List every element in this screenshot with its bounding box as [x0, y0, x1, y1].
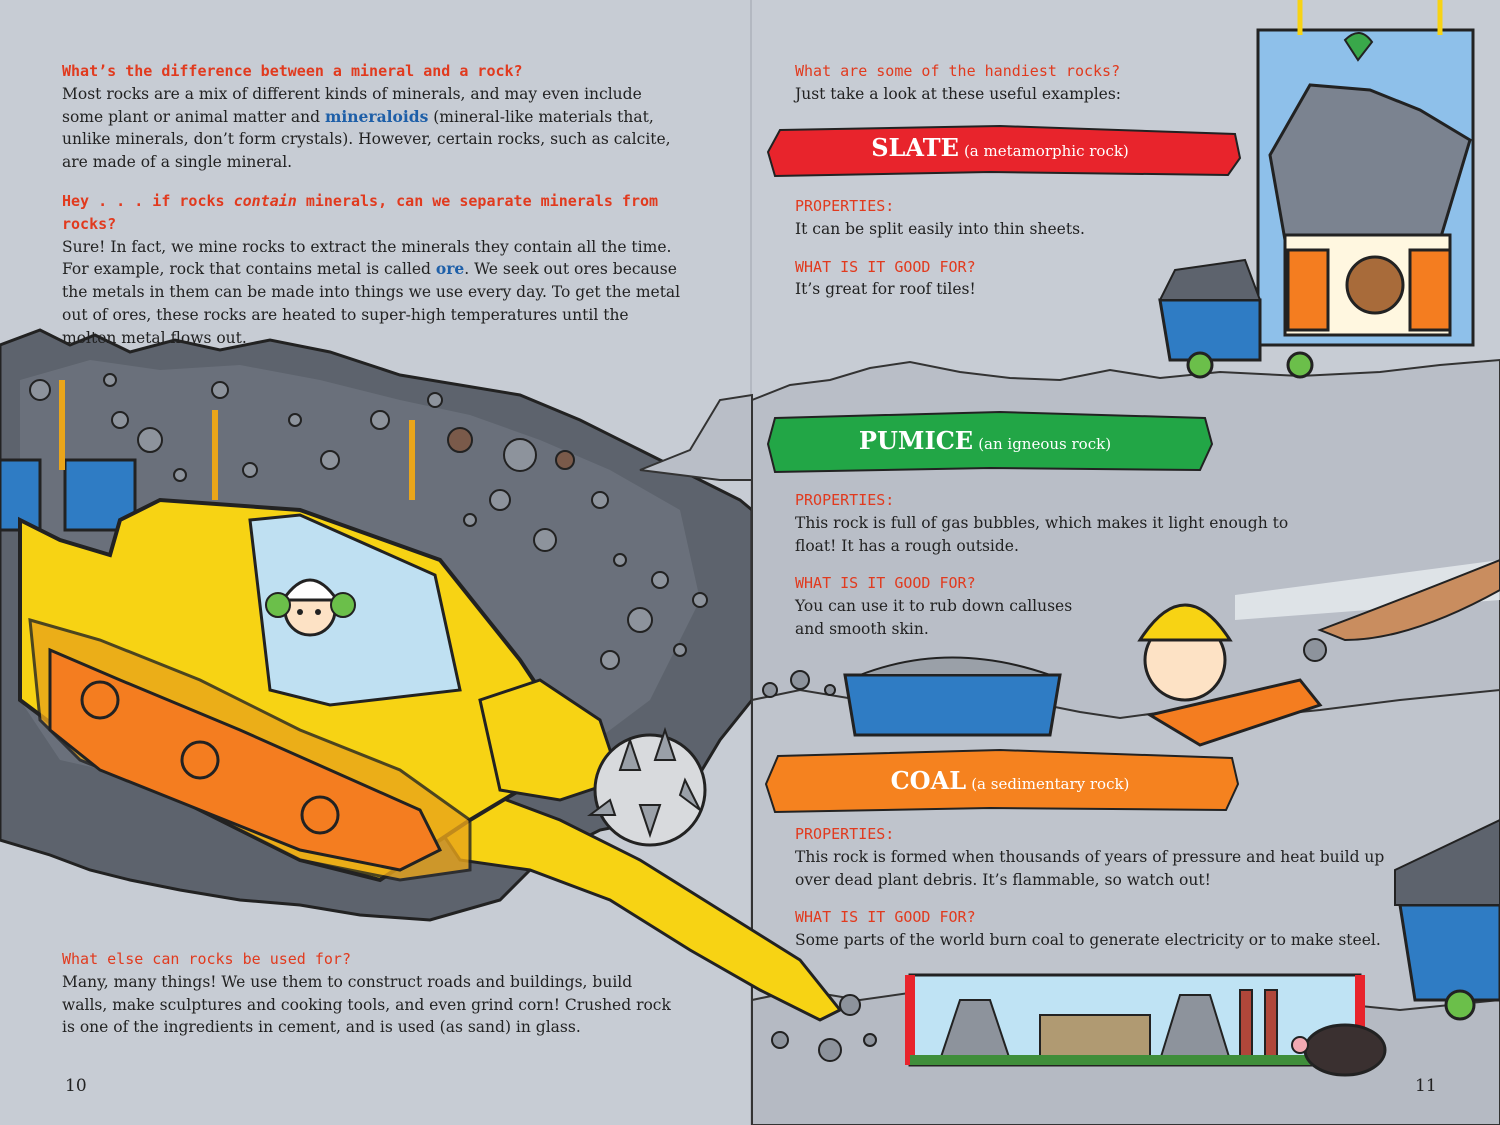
intro-text: Just take a look at these useful examples:	[795, 84, 1122, 103]
coal-good-for: Some parts of the world burn coal to generate electricity or to make steel.	[795, 931, 1381, 950]
term-mineraloids: mineraloids	[325, 106, 429, 126]
slate-banner	[780, 133, 1220, 162]
intro-block	[795, 60, 1215, 106]
coal-properties-label: PROPERTIES:	[795, 825, 895, 843]
pumice-good-for-label: WHAT IS IT GOOD FOR?	[795, 574, 976, 593]
coal-properties: This rock is formed when thousands of years of pressure and heat build up over dead plant debris. It’s flammable, so watch out!	[795, 847, 1385, 889]
pumice-kind: (an igneous rock)	[978, 435, 1112, 453]
q1-text-part1: Most rocks are a mix of different kinds of minerals, and may even include some plant or animal matter and	[62, 84, 642, 126]
q1-text	[62, 83, 682, 174]
q3-block	[62, 948, 682, 1039]
q1-block	[62, 60, 682, 174]
q3-text: Many, many things! We use them to construct roads and buildings, build walls, make sculptures and cooking tools, and even grind corn! Crushed rock is one of the ingredients in cement, and is used (as sand) in glass.	[62, 972, 671, 1037]
q2-text-part1: Sure! In fact, we mine rocks to extract the minerals they contain all the time. For example, rock that contains metal is called	[62, 237, 672, 279]
pumice-properties: This rock is full of gas bubbles, which makes it light enough to float! It has a rough outside.	[795, 513, 1289, 555]
q2-block	[62, 190, 682, 350]
ridge-lower-left-joint	[640, 395, 752, 480]
q3-heading: What else can rocks be used for?	[62, 950, 351, 968]
q2-text-part2: . We seek out ores because the metals in them can be made into things we use every day. To get the metal out of ores, these rocks are heated to super-high temperatures until the molten metal flows out.	[62, 260, 681, 347]
coal-banner	[790, 766, 1230, 795]
coal-block	[795, 823, 1385, 952]
coal-name: COAL	[890, 766, 967, 795]
intro-heading: What are some of the handiest rocks?	[795, 62, 1121, 80]
page-number-right: 11	[1415, 1076, 1437, 1096]
pumice-block	[795, 489, 1335, 641]
q2-text	[62, 236, 682, 350]
term-ore: ore	[435, 259, 465, 279]
pumice-banner	[770, 426, 1200, 455]
slate-block	[795, 195, 1235, 301]
q1-heading: What’s the difference between a mineral and a rock?	[62, 62, 523, 80]
house-scene	[1258, 0, 1473, 345]
slate-good-for: It’s great for roof tiles!	[795, 280, 976, 299]
pumice-properties-label: PROPERTIES:	[795, 491, 895, 509]
coal-kind: (a sedimentary rock)	[971, 775, 1130, 793]
q2-heading	[62, 190, 682, 236]
slate-properties: It can be split easily into thin sheets.	[795, 219, 1085, 238]
slate-good-for-label: WHAT IS IT GOOD FOR?	[795, 257, 976, 276]
page-number-left: 10	[65, 1076, 87, 1096]
q2-heading-part1: Hey . . . if rocks	[62, 192, 234, 210]
coal-good-for-label: WHAT IS IT GOOD FOR?	[795, 908, 976, 927]
q2-heading-part2: minerals, can we separate minerals from rocks?	[62, 192, 659, 233]
pumice-good-for: You can use it to rub down calluses and smooth skin.	[795, 597, 1073, 638]
q2-heading-emphasis: contain	[233, 192, 297, 210]
pumice-cart	[845, 658, 1060, 736]
slate-properties-label: PROPERTIES:	[795, 197, 895, 215]
q1-text-part2: (mineral-like materials that, unlike minerals, don’t form crystals). However, certain rocks, such as calcite, are made of a single mineral.	[62, 107, 671, 172]
slate-kind: (a metamorphic rock)	[963, 142, 1129, 160]
slate-name: SLATE	[871, 133, 959, 162]
pumice-name: PUMICE	[858, 426, 974, 455]
